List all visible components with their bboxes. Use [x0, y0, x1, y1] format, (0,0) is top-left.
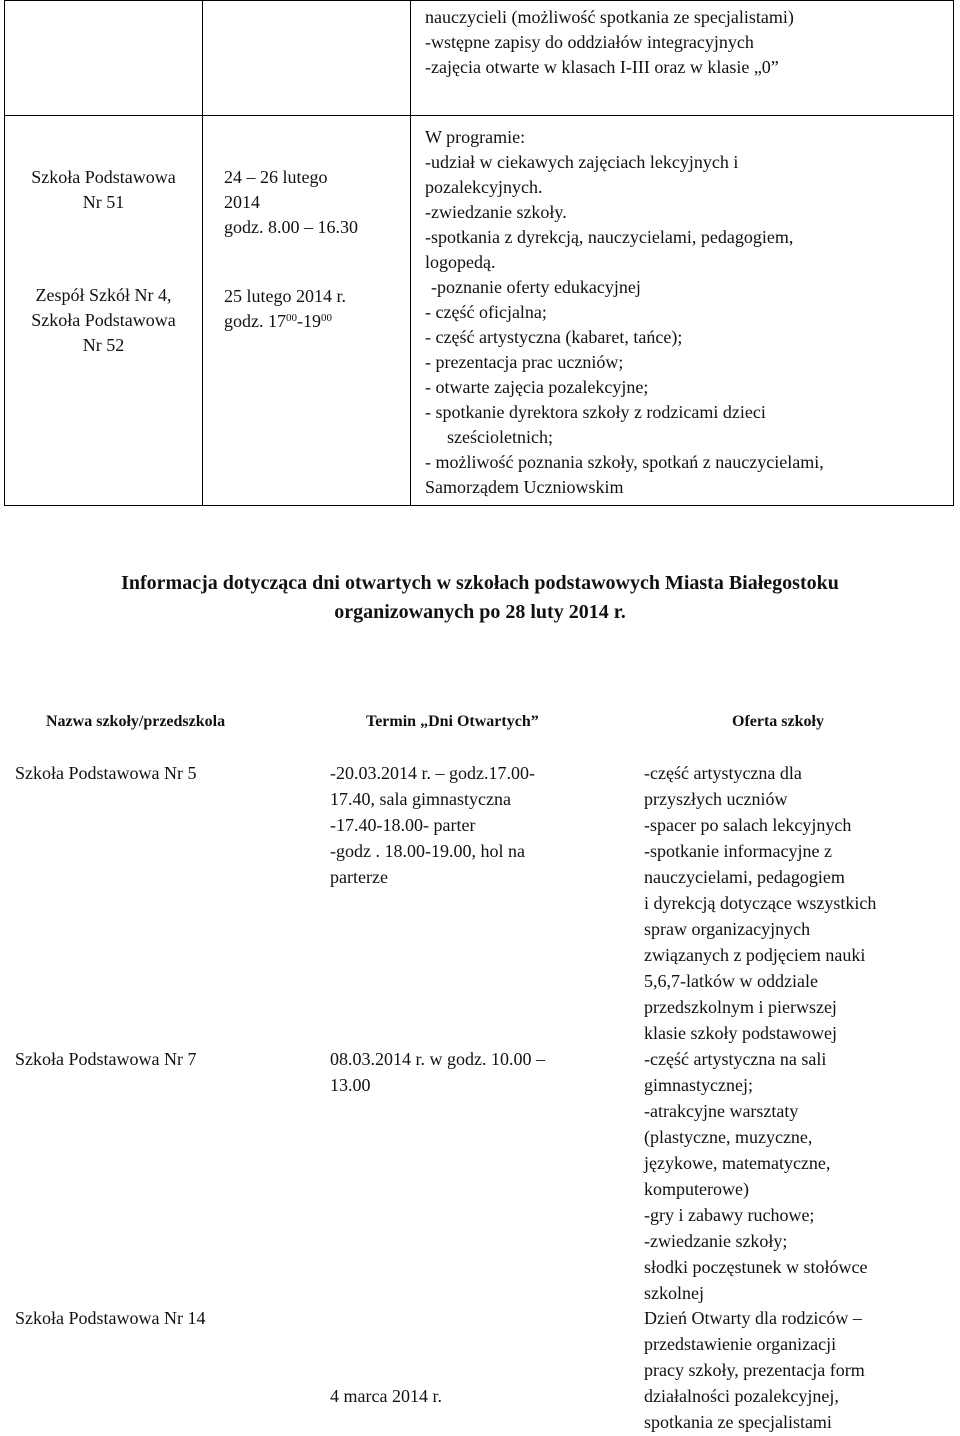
heading-line: Informacja dotycząca dni otwartych w szkołach podstawowych Miasta Białegostoku	[121, 572, 839, 594]
offer-line: logopedą.	[425, 252, 496, 272]
offer-line: -atrakcyjne warsztaty	[644, 1101, 799, 1121]
term-line: 25 lutego 2014 r.	[224, 286, 346, 306]
offer-line: spotkania ze specjalistami	[644, 1412, 832, 1432]
offer-line: Samorządem Uczniowskim	[425, 477, 624, 497]
offer-line: nauczycielami, pedagogiem	[644, 867, 845, 887]
offer-line: przyszłych uczniów	[644, 789, 788, 809]
offer-line: Dzień Otwarty dla rodziców –	[644, 1308, 862, 1328]
document-heading	[0, 569, 960, 627]
term-line: -17.40-18.00- parter	[330, 815, 476, 835]
school-name: Szkoła Podstawowa Nr 14	[15, 1308, 206, 1328]
offer-line: przedszkolnym i pierwszej	[644, 997, 837, 1017]
offer-line: działalności pozalekcyjnej,	[644, 1386, 839, 1406]
offer-line: -wstępne zapisy do oddziałów integracyjnych	[425, 32, 754, 52]
heading-line: organizowanych po 28 luty 2014 r.	[334, 601, 626, 623]
term-cell	[330, 1046, 620, 1098]
offer-line: komputerowe)	[644, 1179, 749, 1199]
offer-line: -spacer po salach lekcyjnych	[644, 815, 852, 835]
school-name-line: Zespół Szkół Nr 4,	[35, 285, 172, 305]
offer-line: -poznanie oferty edukacyjnej	[431, 277, 641, 297]
table-row	[5, 116, 954, 506]
school-name-line: Nr 52	[82, 335, 125, 355]
offer-line: i dyrekcją dotyczące wszystkich	[644, 893, 877, 913]
offer-line: pracy szkoły, prezentacja form	[644, 1360, 865, 1380]
offer-line: związanych z podjęciem nauki	[644, 945, 866, 965]
offer-cell	[411, 116, 954, 506]
offer-line: -spotkanie informacyjne z	[644, 841, 832, 861]
header-school: Nazwa szkoły/przedszkola	[46, 713, 226, 730]
offer-line: - część artystyczna (kabaret, tańce);	[425, 327, 683, 347]
term-line: godz. $17^{00}-19^{00}$	[224, 311, 332, 331]
term-line: godz. 8.00 – 16.30	[224, 217, 358, 237]
offer-line: -spotkania z dyrekcją, nauczycielami, pedagogiem,	[425, 227, 794, 247]
offer-line: -zwiedzanie szkoły.	[425, 202, 567, 222]
offer-line: -zwiedzanie szkoły;	[644, 1231, 788, 1251]
offer-line: pozalekcyjnych.	[425, 177, 543, 197]
offer-cell	[644, 1046, 944, 1306]
term-line: 08.03.2014 r. w godz. 10.00 –	[330, 1049, 545, 1069]
offer-line: - spotkanie dyrektora szkoły z rodzicami dzieci	[425, 402, 766, 422]
table-row	[5, 1, 954, 116]
offer-line: słodki poczęstunek w stołówce	[644, 1257, 868, 1277]
school-name: Szkoła Podstawowa Nr 5	[15, 763, 197, 783]
offer-cell	[644, 1305, 944, 1435]
term-line: parterze	[330, 867, 388, 887]
offer-line: (plastyczne, muzyczne,	[644, 1127, 813, 1147]
header-term: Termin „Dni Otwartych”	[366, 713, 539, 730]
offer-line: - otwarte zajęcia pozalekcyjne;	[425, 377, 649, 397]
term-line: -20.03.2014 r. – godz.17.00-	[330, 763, 535, 783]
term-line: 13.00	[330, 1075, 371, 1095]
term-line: 2014	[224, 192, 260, 212]
offer-line: -część artystyczna dla	[644, 763, 802, 783]
offer-line: spraw organizacyjnych	[644, 919, 811, 939]
offer-line: - możliwość poznania szkoły, spotkań z nauczycielami,	[425, 452, 824, 472]
header-offer: Oferta szkoły	[732, 713, 824, 730]
offer-line: klasie szkoły podstawowej	[644, 1023, 837, 1043]
school-name-line: Szkoła Podstawowa	[31, 167, 176, 187]
offer-line: sześcioletnich;	[447, 427, 553, 447]
offer-line: -zajęcia otwarte w klasach I-III oraz w klasie „0”	[425, 57, 779, 77]
offer-line: językowe, matematyczne,	[644, 1153, 831, 1173]
school-name: Szkoła Podstawowa Nr 7	[15, 1049, 197, 1069]
offer-line: przedstawienie organizacji	[644, 1334, 837, 1354]
term-line: 17.40, sala gimnastyczna	[330, 789, 511, 809]
offer-line: W programie:	[425, 127, 526, 147]
offer-line: nauczycieli (możliwość spotkania ze specjalistami)	[425, 7, 794, 27]
offer-line: -część artystyczna na sali	[644, 1049, 827, 1069]
offer-line: -gry i zabawy ruchowe;	[644, 1205, 815, 1225]
offer-cell	[644, 760, 944, 1046]
offer-line: gimnastycznej;	[644, 1075, 753, 1095]
term-line: -godz . 18.00-19.00, hol na	[330, 841, 525, 861]
school-name-line: Szkoła Podstawowa	[31, 310, 176, 330]
term-cell	[330, 1383, 620, 1409]
term-line: 4 marca 2014 r.	[330, 1386, 442, 1406]
offer-line: - część oficjalna;	[425, 302, 547, 322]
term-cell	[330, 760, 620, 890]
term-cell-empty	[203, 1, 411, 116]
offer-line: szkolnej	[644, 1283, 704, 1303]
offer-line: 5,6,7-latków w oddziale	[644, 971, 818, 991]
top-schedule-table	[4, 0, 954, 506]
school-cell-empty	[5, 1, 203, 116]
offer-line: - prezentacja prac uczniów;	[425, 352, 624, 372]
school-cell	[5, 116, 203, 506]
offer-cell	[411, 1, 954, 116]
offer-line: -udział w ciekawych zajęciach lekcyjnych i	[425, 152, 739, 172]
school-name-line: Nr 51	[82, 192, 125, 212]
term-line: 24 – 26 lutego	[224, 167, 328, 187]
term-cell	[203, 116, 411, 506]
